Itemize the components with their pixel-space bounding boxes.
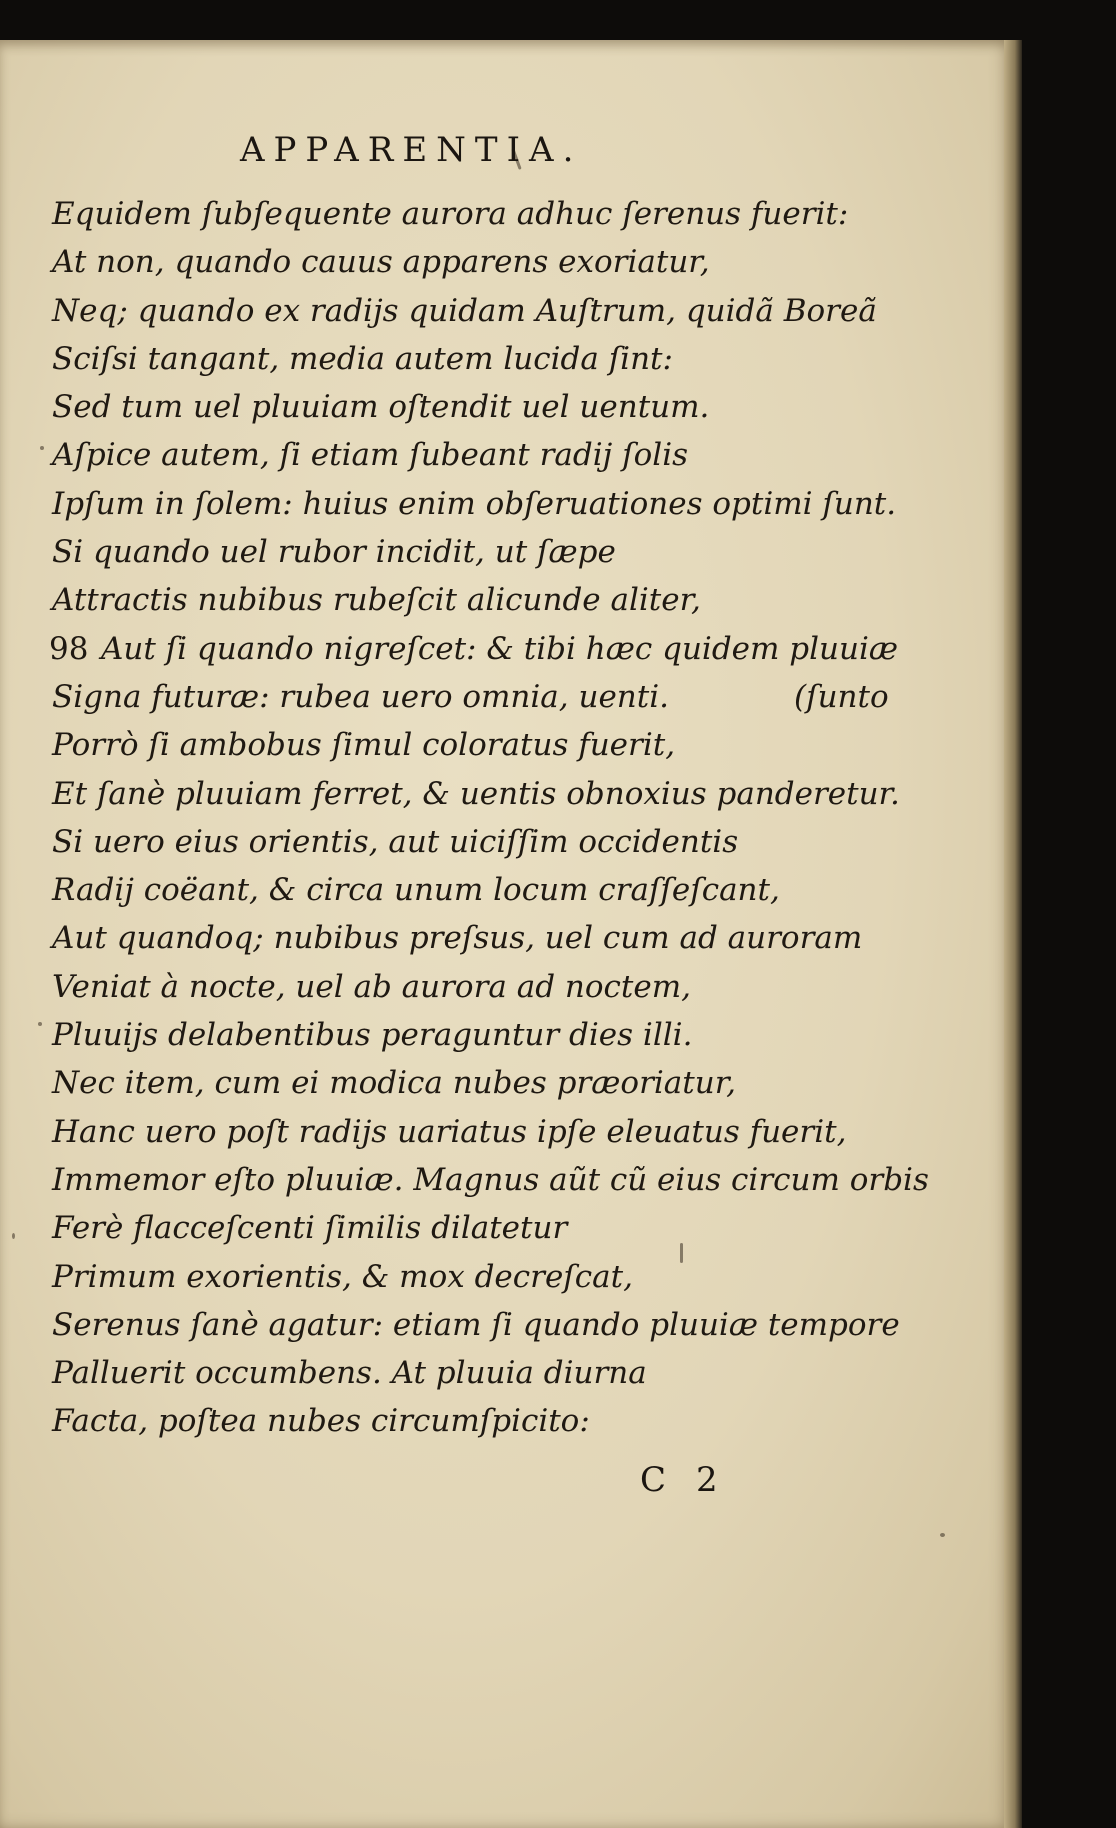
verse-line: Et ſanè pluuiam ferret, & uentis obnoxius panderetur. (52, 775, 900, 812)
running-head: APPARENTIA. (240, 130, 583, 170)
verse-line (52, 673, 912, 721)
verse-line: Primum exorientis, & mox decreſcat, (52, 1258, 633, 1295)
verse-line: Serenus ſanè agatur: etiam ſi quando pluuiæ tempore (52, 1306, 900, 1343)
verse-line: Palluerit occumbens. At pluuia diurna (52, 1355, 647, 1392)
signature-mark (640, 1460, 718, 1500)
right-note: (ſunto (794, 678, 889, 715)
verse-line-text: Aut ſi quando nigreſcet: & tibi hæc quidem pluuiæ (101, 630, 899, 667)
paper-speck (40, 446, 44, 450)
verse-line: Equidem ſubſequente aurora adhuc ſerenus fuerit: (52, 196, 849, 232)
verse-line: Facta, poſtea nubes circumſpicito: (52, 1403, 590, 1440)
verse-line: Ferè flacceſcenti ſimilis dilatetur (52, 1210, 568, 1247)
verse-line: Aut quandoq; nubibus preſsus, uel cum ad auroram (52, 920, 863, 957)
paper-speck (940, 1533, 945, 1537)
line-number: 98 (49, 630, 89, 667)
paper-speck (12, 1233, 15, 1239)
verse-line: Si uero eius orientis, aut uiciſſim occidentis (52, 823, 739, 860)
page-edge (1004, 40, 1022, 1828)
verse-line: Attractis nubibus rubeſcit alicunde aliter, (52, 582, 701, 619)
verse-text (49, 190, 929, 1446)
verse-line: Ipſum in ſolem: huius enim obſeruationes optimi ſunt. (52, 485, 897, 522)
verse-line: Radij coëant, & circa unum locum craſſeſcant, (52, 872, 780, 909)
verse-line: Sed tum uel pluuiam oſtendit uel uentum. (52, 389, 710, 426)
verse-line-text: Signa futuræ: rubea uero omnia, uenti. (52, 678, 670, 715)
verse-line: Si quando uel rubor incidit, ut ſæpe (52, 534, 616, 571)
verse-line: Aſpice autem, ſi etiam ſubeant radij ſolis (52, 437, 689, 474)
verse-line: Porrò ſi ambobus ſimul coloratus fuerit, (52, 727, 676, 764)
verse-line: Neq; quando ex radijs quidam Auſtrum, quidã Boreã (52, 292, 877, 329)
signature-number: 2 (696, 1460, 718, 1500)
verse-line: Hanc uero poſt radijs uariatus ipſe eleuatus fuerit, (52, 1113, 847, 1150)
paper-speck (38, 1022, 42, 1026)
verse-line: Pluuijs delabentibus peraguntur dies illi. (52, 1017, 693, 1054)
verse-line: Immemor eſto pluuiæ. Magnus aũt cũ eius circum orbis (52, 1161, 929, 1198)
verse-line: At non, quando cauus apparens exoriatur, (52, 244, 710, 281)
verse-line: Nec item, cum ei modica nubes præoriatur, (52, 1065, 736, 1102)
verse-line-numbered (49, 625, 912, 673)
verse-line: Sciſsi tangant, media autem lucida ſint: (52, 340, 673, 377)
signature-letter: C (640, 1460, 667, 1500)
verse-line: Veniat à nocte, uel ab aurora ad noctem, (52, 968, 691, 1005)
